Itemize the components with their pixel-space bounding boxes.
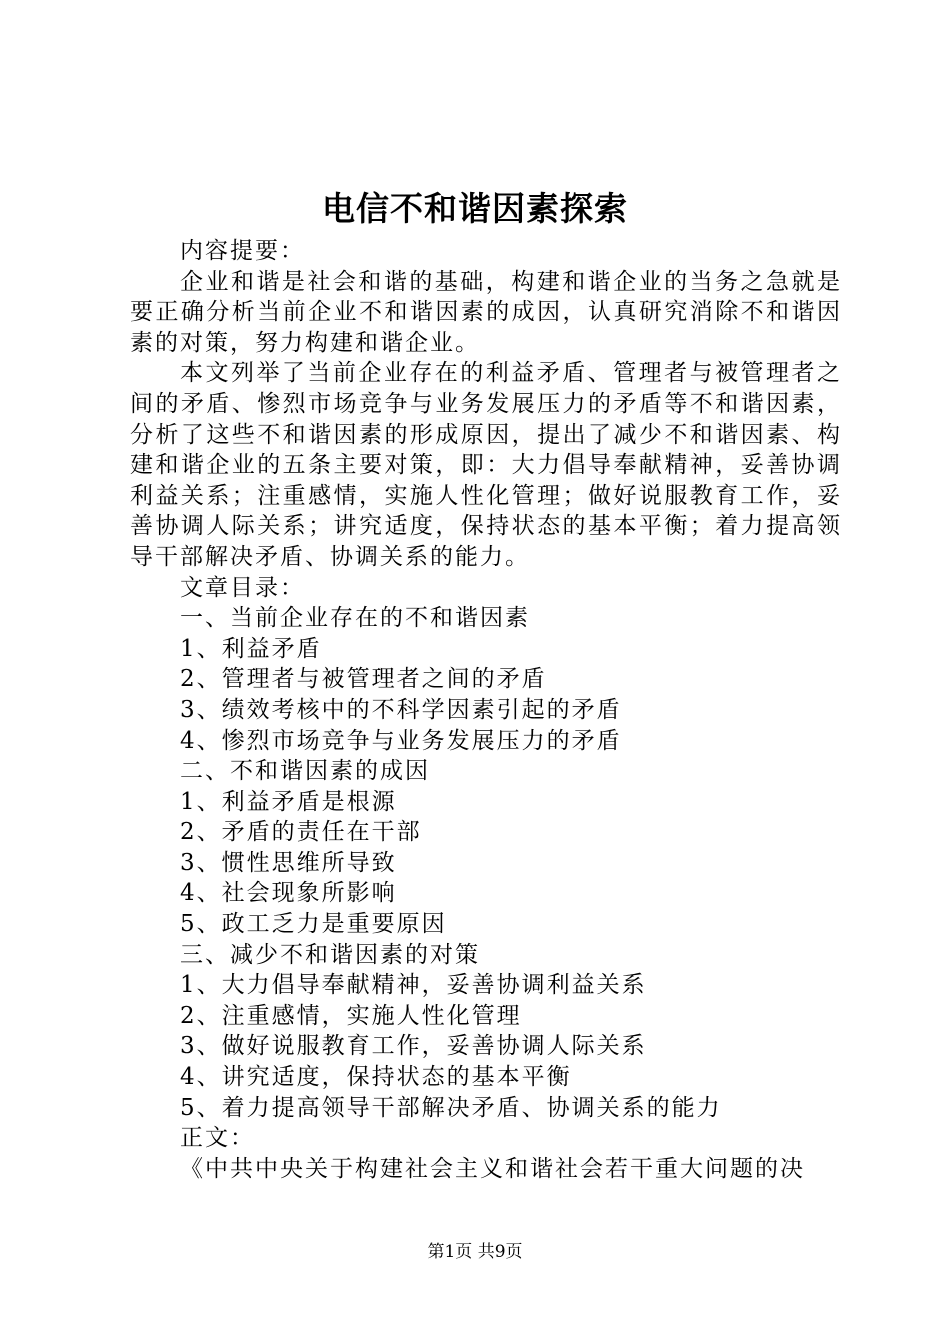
toc-item: 4、惨烈市场竞争与业务发展压力的矛盾 [180,727,622,754]
toc-item: 5、政工乏力是重要原因 [180,911,447,938]
toc-item: 1、大力倡导奉献精神，妥善协调利益关系 [180,972,647,999]
toc-item: 4、讲究适度，保持状态的基本平衡 [180,1064,572,1091]
toc-item: 一、当前企业存在的不和谐因素 [180,605,530,632]
page-footer: 第1页 共9页 [427,1242,523,1262]
toc-item: 2、管理者与被管理者之间的矛盾 [180,666,547,693]
document-body [130,236,842,1184]
toc-item: 3、绩效考核中的不科学因素引起的矛盾 [180,696,622,723]
table-of-contents [130,603,842,1123]
toc-item: 1、利益矛盾是根源 [180,788,397,815]
toc-item: 4、社会现象所影响 [180,880,397,907]
body-label: 正文： [180,1125,255,1152]
toc-item: 二、不和谐因素的成因 [180,758,430,785]
toc-item: 3、惯性思维所导致 [180,849,397,876]
toc-item: 2、注重感情，实施人性化管理 [180,1002,522,1029]
summary-paragraph-1: 企业和谐是社会和谐的基础，构建和谐企业的当务之急就是要正确分析当前企业不和谐因素的成因，认真研究消除不和谐因素的对策，努力构建和谐企业。 [130,268,842,356]
toc-item: 三、减少不和谐因素的对策 [180,941,480,968]
toc-item: 1、利益矛盾 [180,635,322,662]
summary-paragraph-2: 本文列举了当前企业存在的利益矛盾、管理者与被管理者之间的矛盾、惨烈市场竞争与业务发展压力的矛盾等不和谐因素，分析了这些不和谐因素的形成原因，提出了减少不和谐因素、构建和谐企业的五条主要对策，即：大力倡导奉献精神，妥善协调利益关系；注重感情，实施人性化管理；做好说服教育工作，妥善协调人际关系；讲究适度，保持状态的基本平衡；着力提高领导干部解决矛盾、协调关系的能力。 [130,360,842,570]
toc-item: 5、着力提高领导干部解决矛盾、协调关系的能力 [180,1094,722,1121]
summary-label: 内容提要： [180,238,305,264]
toc-item: 3、做好说服教育工作，妥善协调人际关系 [180,1033,647,1060]
toc-label: 文章目录： [180,574,305,601]
body-first-line: 《中共中央关于构建社会主义和谐社会若干重大问题的决 [180,1155,805,1182]
document-title: 电信不和谐因素探索 [322,189,628,228]
toc-item: 2、矛盾的责任在干部 [180,819,422,846]
